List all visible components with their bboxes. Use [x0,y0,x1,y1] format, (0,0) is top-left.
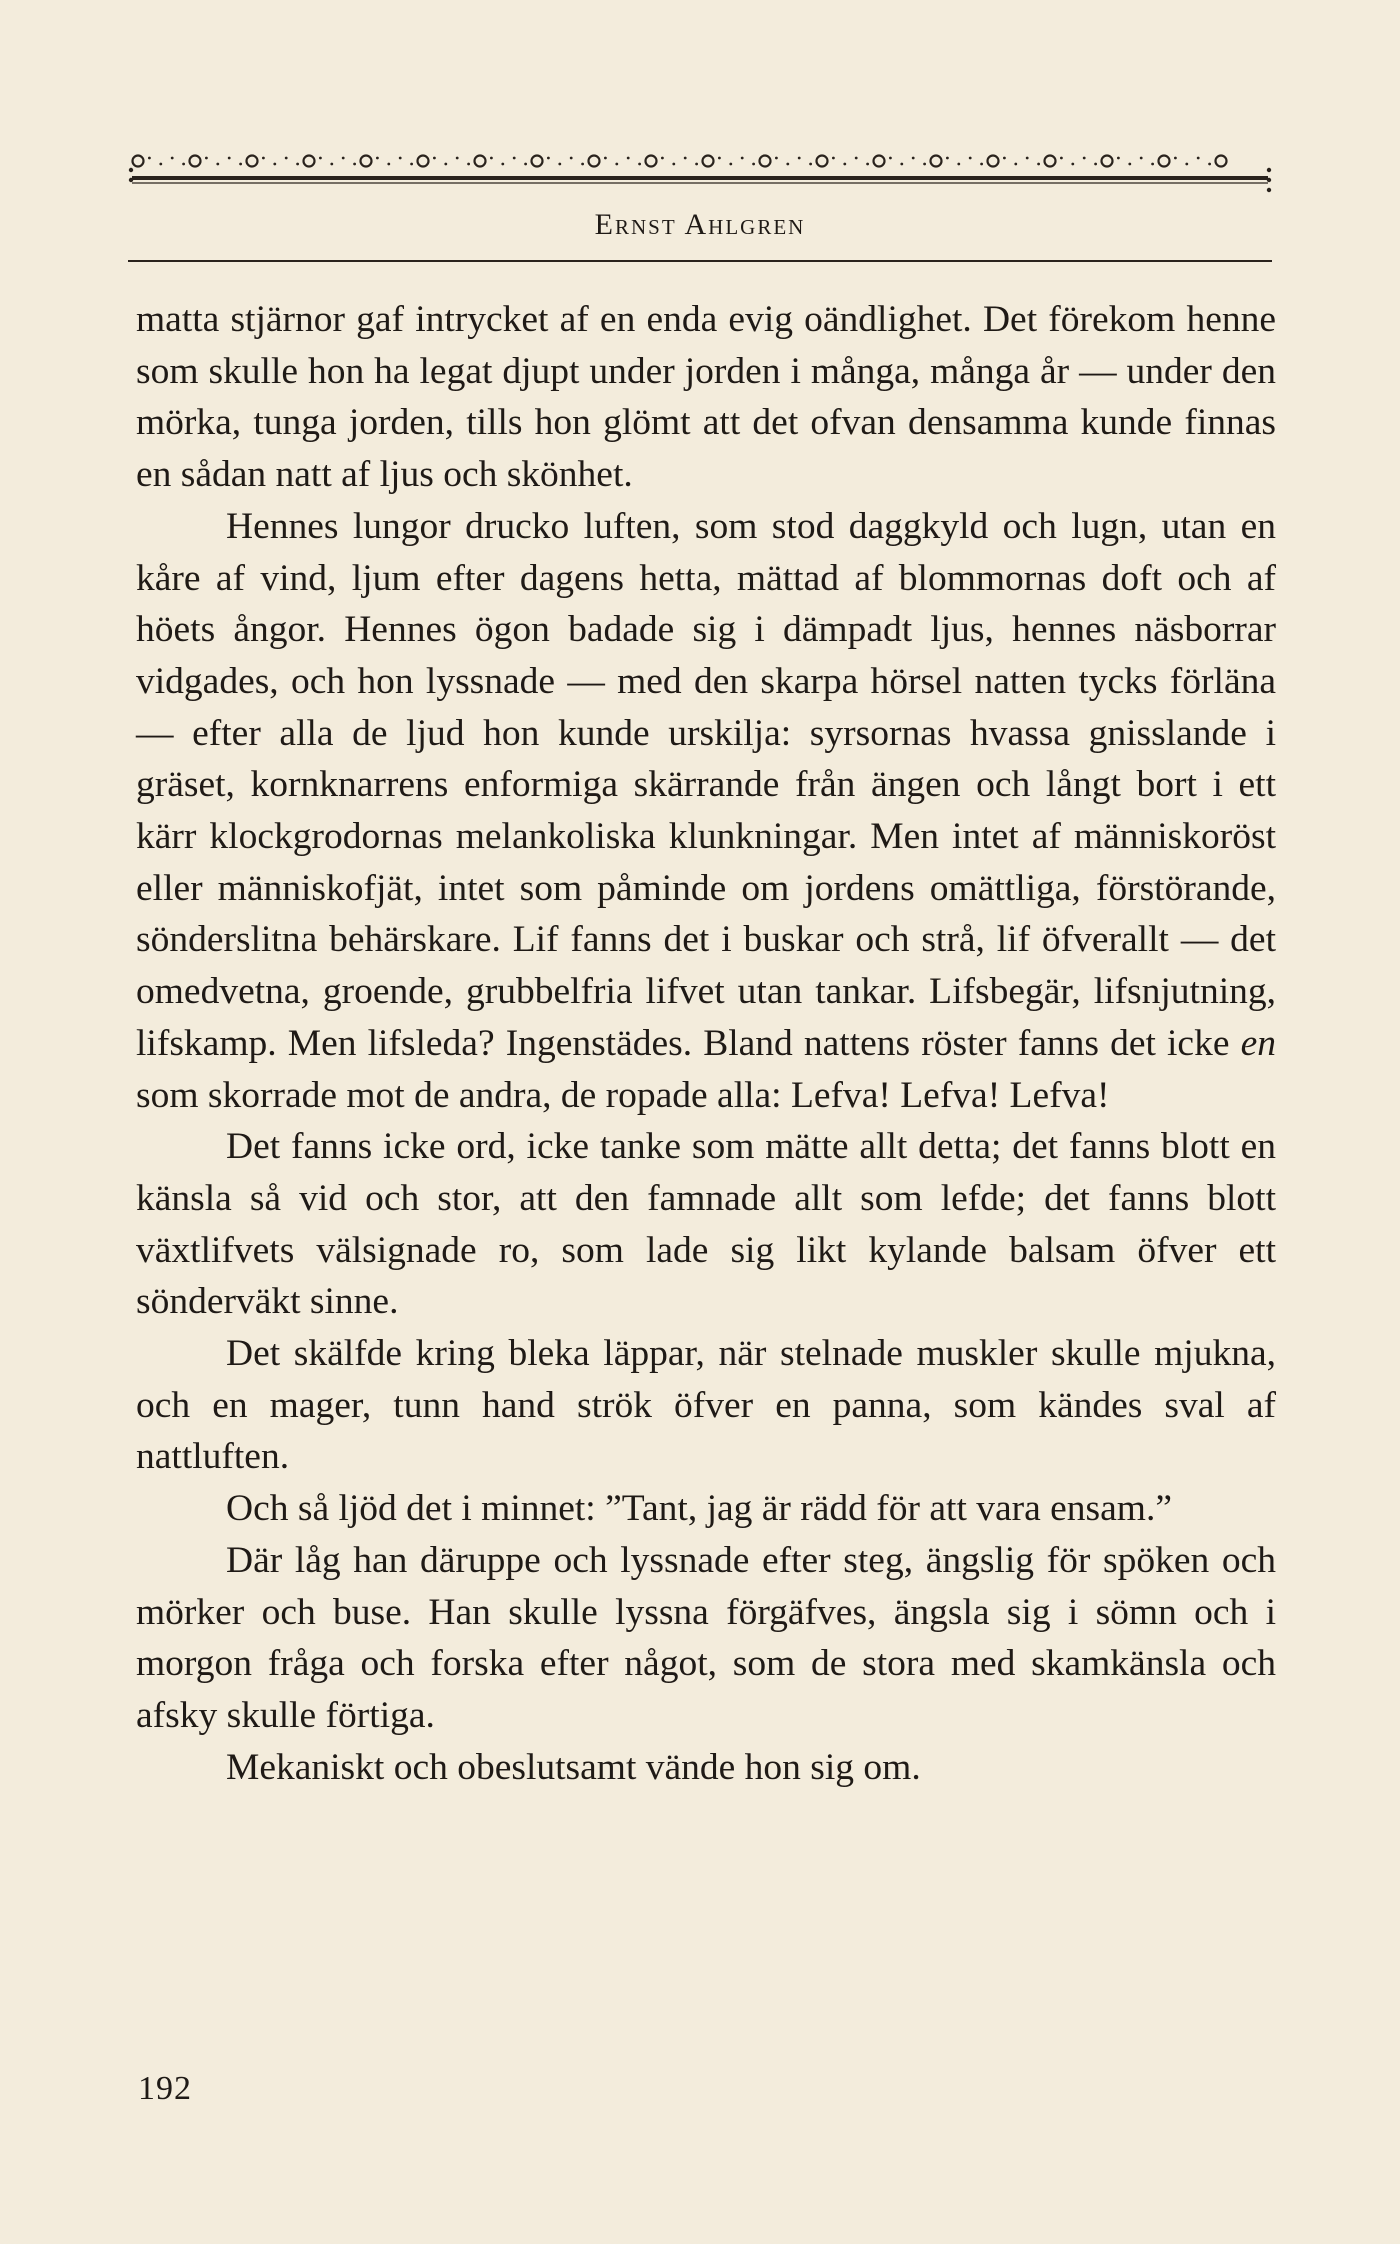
paragraph [136,1742,1276,1794]
paragraph-text: matta stjärnor gaf intrycket af en enda evig oändlighet. Det förekom henne som skulle hon ha legat djupt under jorden i många, många år — under den mörka, tunga jorden, tills hon glömt att det ofvan densamma kunde finnas en sådan natt af ljus och skönhet. [136,299,1276,496]
paragraph-text: Där låg han däruppe och lyssnade efter steg, ängslig för spöken och mörker och buse. Han skulle lyssna förgäfves, ängsla sig i sömn och i morgon fråga och forska efter något, som de stora med skamkänsla och afsky skulle förtiga. [136,1539,1276,1736]
paragraph-text: Och så ljöd det i minnet: ”Tant, jag är rädd för att vara ensam.” [226,1488,1172,1530]
paragraph [136,1483,1276,1535]
emphasized-text: en [1240,1022,1276,1064]
paragraph [136,1121,1276,1328]
running-head: Ernst Ahlgren [594,208,806,241]
paragraph-text: Mekaniskt och obeslutsamt vände hon sig om. [226,1746,921,1788]
paragraph [136,501,1276,1121]
decorative-ornament-border [128,128,1272,198]
paragraph [136,294,1276,501]
paragraph [136,1535,1276,1742]
paragraph [136,1328,1276,1483]
paragraph-text: Det fanns icke ord, icke tanke som mätte allt detta; det fanns blott en känsla så vid och stor, att den famnade allt som lefde; det fanns blott växtlifvets välsignade ro, som lade sig likt kylande balsam öfver ett sönderväkt sinne. [136,1126,1276,1323]
paragraph-text: Hennes lungor drucko luften, som stod daggkyld och lugn, utan en kåre af vind, ljum efter dagens hetta, mättad af blommornas doft och af höets ångor. Hennes ögon badade sig i dämpadt ljus, hennes näsborrar vidgades, och hon lyssnade — med den skarpa hörsel natten tycks förläna — efter alla de ljud hon kunde urskilja: syrsornas hvassa gnisslande i gräset, kornknarrens enformiga skärrande från ängen och långt bort i ett kärr klockgrodornas melankoliska klunkningar. Men intet af människoröst eller människofjät, intet som påminde om jordens omättliga, förstörande, sönderslitna behärskare. Lif fanns det i buskar och strå, lif öfverallt — det omedvetna, groende, grubbelfria lifvet utan tankar. Lifsbegär, lifsnjutning, lifskamp. Men lifsleda? Ingenstädes. Bland nattens röster fanns det icke [136,505,1276,1064]
body-text [136,294,1276,1793]
page-number: 192 [138,2070,192,2107]
paragraph-text: Det skälfde kring bleka läppar, när stelnade muskler skulle mjukna, och en mager, tunn hand strök öfver en panna, som kändes sval af nattluften. [136,1333,1276,1478]
paragraph-text: som skorrade mot de andra, de ropade alla: Lefva! Lefva! Lefva! [136,1074,1110,1116]
header-rule [128,260,1272,262]
